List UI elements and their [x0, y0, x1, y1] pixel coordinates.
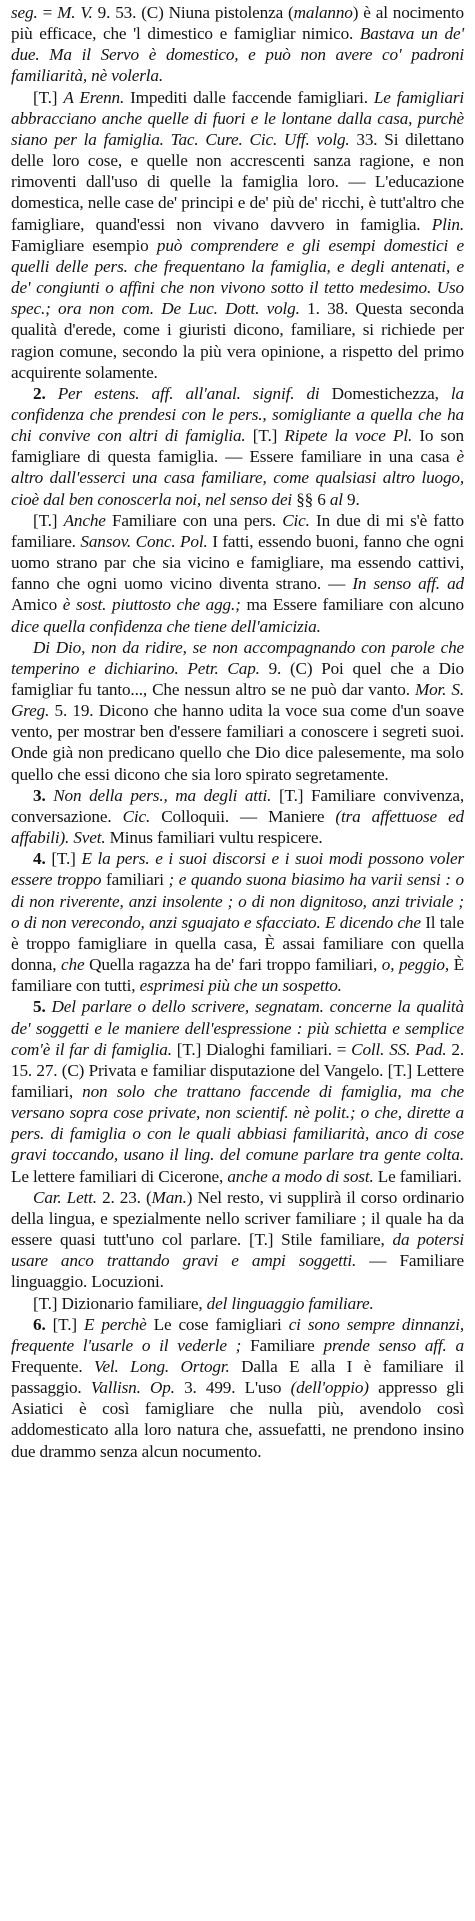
- italic-text-run: prende senso aff. a: [323, 1335, 465, 1355]
- text-run: Amico: [11, 595, 63, 615]
- italic-text-run: malanno: [293, 3, 353, 22]
- text-run: Il tale è troppo famigliare in quella casa, È assai familiare con quella donna,: [11, 912, 465, 975]
- italic-text-run: al: [329, 489, 343, 509]
- italic-text-run: la confidenza che prendesi con le pers., somigliante a quella che ha chi convive con altri di famiglia.: [11, 383, 464, 446]
- italic-text-run: o, peggio,: [381, 955, 450, 975]
- text-run: ) è al nocimento più efficace, che 'l dimestico e famigliar nimico.: [11, 3, 464, 44]
- text-run: Io son famigliare di questa famiglia. — Essere familiare in una casa: [11, 426, 464, 467]
- italic-text-run: Di Dio, non da ridire, se non accompagnando con parole che temperino e dichiarino. Petr. Cap.: [11, 637, 464, 678]
- text-run: 1. 38. Questa seconda qualità d'erede, come i giuristi dicono, familiare, si richiede per ragion comune, secondo la più vera opinione, a rispetto del primo acquirente solamente.: [11, 299, 464, 382]
- italic-text-run: dice quella confidenza che tiene dell'amicizia.: [11, 616, 321, 636]
- text-run: Frequente.: [11, 1357, 94, 1376]
- text-run: familiari: [101, 870, 169, 890]
- italic-text-run: In senso aff. ad: [352, 574, 464, 594]
- text-run: 2. 23. (: [96, 1187, 152, 1207]
- text-run: In due di mi s'è fatto familiare.: [11, 510, 465, 551]
- text-run: Le familiari.: [373, 1166, 462, 1186]
- italic-text-run: Mor. S. Greg.: [11, 680, 464, 721]
- text-run: 2. 15. 27. (C) Privata e familiar disputazione del Vangelo. [T.] Lettere familiari,: [11, 1039, 464, 1101]
- dictionary-paragraph: [11, 510, 464, 637]
- dictionary-paragraph: [11, 1293, 464, 1314]
- text-run: È familiare con tutti,: [11, 955, 464, 996]
- text-run: ) Nel resto, vi supplirà il corso ordinario della lingua, e spezialmente nello scriver familiare ; il quale ha da essere quasi tutt'uno col parlare. [T.] Stile familiare,: [11, 1187, 465, 1250]
- italic-text-run: seg.: [11, 3, 38, 22]
- italic-text-run: Sansov. Conc. Pol.: [80, 531, 208, 551]
- italic-text-run: Bastava un de' due. Ma il Servo è domestico, e può non avere co' padroni familiarità, nè volerla.: [11, 24, 465, 86]
- section-number: 4.: [33, 849, 46, 869]
- text-run: Le cose famigliari: [146, 1314, 289, 1334]
- dictionary-paragraph: [11, 1187, 464, 1293]
- section-number: 2.: [33, 383, 46, 403]
- text-run: Colloquii. — Maniere: [150, 806, 336, 826]
- text-run: Quella ragazza ha de' fari troppo familiari,: [84, 955, 382, 975]
- italic-text-run: Anche: [63, 510, 106, 530]
- italic-text-run: anche a modo di sost.: [227, 1166, 374, 1186]
- italic-text-run: Vel. Long. Ortogr.: [94, 1357, 230, 1376]
- italic-text-run: (tra affettuose ed affabili). Svet.: [11, 806, 464, 848]
- italic-text-run: M. V.: [57, 3, 93, 22]
- italic-text-run: da potersi usare anco trattando gravi e ampi soggetti.: [11, 1230, 464, 1271]
- text-run: Familiare: [241, 1335, 324, 1355]
- section-number: 6.: [33, 1314, 46, 1334]
- dictionary-paragraph: [11, 785, 464, 848]
- text-run: [T.]: [33, 87, 64, 107]
- italic-text-run: Plin.: [431, 214, 464, 234]
- text-run: Minus familiari vultu respicere.: [105, 828, 323, 848]
- italic-text-run: può comprendere e gli esempi domestici e quelli delle pers. che frequentano la famiglia, e degli antenati, e de' congiunti o affini che non vivono sotto il tetto medesimo. Uso spec.; ora non com. De Luc. Dott. volg.: [11, 235, 465, 319]
- section-number: 3.: [33, 785, 46, 805]
- italic-text-run: Coll. SS. Pad.: [351, 1039, 447, 1059]
- italic-text-run: Man.: [151, 1187, 187, 1207]
- text-run: Familiare con una pers.: [105, 510, 283, 530]
- text-run: 9.: [342, 489, 360, 509]
- italic-text-run: Car. Lett.: [33, 1187, 97, 1207]
- text-run: 9. 53. (C) Niuna pistolenza (: [92, 3, 294, 22]
- italic-text-run: è sost. piuttosto che agg.;: [62, 595, 241, 615]
- italic-text-run: (dell'oppio): [290, 1378, 369, 1398]
- text-run: I fatti, essendo buoni, fanno che ogni uomo strano par che sia vicino e famigliare, ma essendo cattivi, fanno che ogni uomo vicino diventa strano. —: [11, 531, 464, 594]
- italic-text-run: esprimesi più che un sospetto.: [139, 976, 342, 996]
- text-run: 5. 19. Dicono che hanno udita la voce sua come d'un soave vento, per mostrar ben d'essere familiari a conoscere i segreti suoi. Onde già non predicano quello che Dio dice palesemente, ma solo quello che essi dicono che sia loro spirato segretamente.: [11, 701, 464, 784]
- text-run: [T.]: [45, 849, 82, 869]
- italic-text-run: Non della pers., ma degli atti.: [53, 785, 272, 805]
- italic-text-run: del linguaggio familiare.: [206, 1293, 374, 1313]
- italic-text-run: E perchè: [84, 1314, 147, 1334]
- italic-text-run: è altro dall'esserci una casa familiare, come qualsiasi altro luogo, cioè dal ben conoscerla noi, nel senso dei: [11, 447, 464, 509]
- italic-text-run: Vallisn. Op.: [90, 1378, 175, 1398]
- text-run: [T.]: [33, 510, 64, 530]
- italic-text-run: Per estens. aff. all'anal. signif. di: [57, 383, 320, 403]
- dictionary-paragraph: [11, 996, 464, 1186]
- text-run: [T.] Familiare convivenza, conversazione.: [11, 785, 464, 826]
- dictionary-paragraph: [11, 87, 464, 383]
- text-run: [T.] Dialoghi familiari. =: [171, 1039, 352, 1059]
- dictionary-paragraph: [11, 637, 464, 785]
- italic-text-run: A Erenn.: [63, 87, 125, 107]
- text-run: — Familiare linguaggio. Locuzioni.: [11, 1251, 464, 1292]
- italic-text-run: ; e quando suona biasimo ha varii sensi : o di non riverente, anzi insolente ; o di non dignitoso, anzi triviale ; o di non verecondo, anzi sguajato e sfacciato. E dicendo che: [11, 870, 464, 932]
- text-run: ma Essere familiare con alcuno: [240, 595, 464, 615]
- text-run: [46, 384, 58, 403]
- italic-text-run: Le famigliari abbracciano anche quelle di fuori e le lontane dalla casa, purchè siano per la famiglia. Tac. Cure. Cic. Uff. volg.: [11, 87, 464, 149]
- text-run: Famigliare esempio: [11, 235, 157, 255]
- dictionary-paragraph: [11, 2, 464, 87]
- text-run: 9. (C) Poi quel che a Dio famigliar fu tanto..., Che nessun altro se ne può dar vanto.: [11, 658, 465, 699]
- text-run: Domestichezza,: [319, 383, 451, 403]
- text-run: Impediti dalle faccende famigliari.: [124, 87, 374, 107]
- text-run: §§ 6: [292, 489, 330, 509]
- text-run: 33. Si dilettano delle loro cose, e quelle non accrescenti sanza ragione, e non rimoventi dall'uso di quelle la famiglia loro. — L'educazione domestica, nelle case de' principi e de' più de' ricchi, è tutt'altro che famigliare, quand'essi non vivano davvero in famiglia.: [11, 129, 464, 234]
- text-run: =: [37, 3, 58, 22]
- text-run: [T.]: [245, 426, 285, 446]
- text-run: [T.]: [45, 1314, 84, 1334]
- text-run: Dalla E alla I è familiare il passaggio.: [11, 1357, 464, 1398]
- text-run: [T.] Dizionario familiare,: [33, 1293, 207, 1313]
- section-number: 5.: [33, 997, 46, 1017]
- dictionary-paragraph: [11, 1314, 464, 1462]
- dictionary-paragraph: [11, 848, 464, 996]
- italic-text-run: Ripete la voce Pl.: [284, 426, 413, 446]
- dictionary-paragraph: [11, 383, 464, 510]
- italic-text-run: ci sono sempre dinnanzi, frequente l'usarle o il vederle ;: [11, 1314, 464, 1355]
- italic-text-run: non solo che trattano faccende di famiglia, ma che versano sopra cose private, non scientif. nè polit.; o che, dirette a pers. di famiglia o con le quali abbiasi familiarità, anco di cose gravi toccando, usano il ling. del comune parlare tra gente colta.: [11, 1081, 464, 1165]
- italic-text-run: Cic.: [122, 806, 151, 826]
- text-run: 3. 499. L'uso: [174, 1378, 291, 1398]
- italic-text-run: che: [61, 955, 85, 975]
- text-run: Le lettere familiari di Cicerone,: [11, 1166, 228, 1186]
- italic-text-run: Del parlare o dello scrivere, segnatam. concerne la qualità de' soggetti e le maniere dell'espressione : più schietta e semplice com'è il far di famiglia.: [11, 997, 464, 1059]
- italic-text-run: E la pers. e i suoi discorsi e i suoi modi possono voler essere troppo: [11, 849, 464, 890]
- italic-text-run: Cic.: [282, 510, 310, 530]
- text-run: appresso gli Asiatici è così famigliare che nulla più, avendolo così addomesticato alla loro natura che, assuefatti, ne prendono insino due drammo senza alcun nocumento.: [11, 1378, 464, 1461]
